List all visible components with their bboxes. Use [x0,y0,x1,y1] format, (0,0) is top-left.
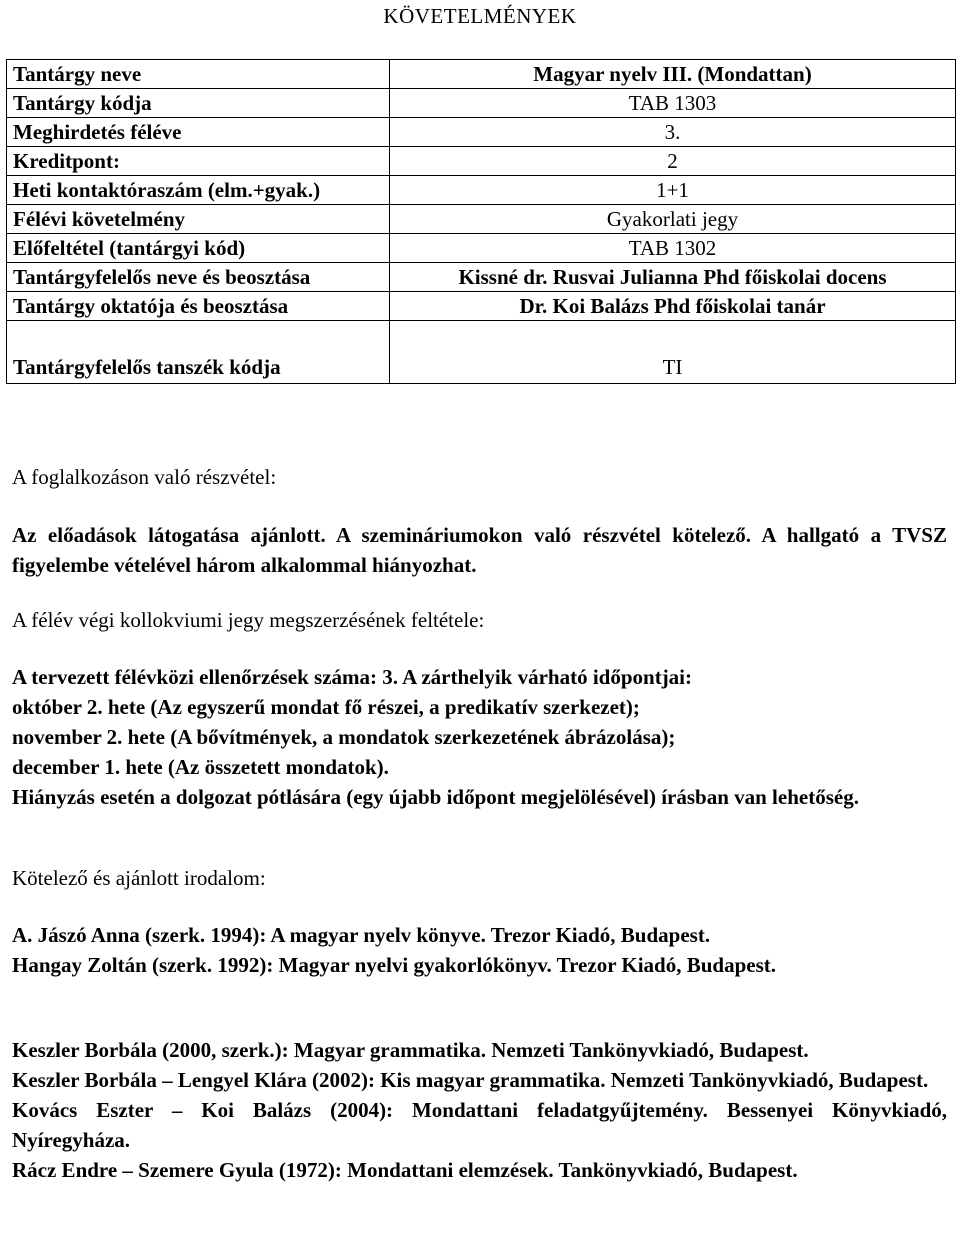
grade-heading: A félév végi kollokviumi jegy megszerzésének feltétele: [12,608,485,632]
grade-section [12,662,947,812]
row-label: Tantárgyfelelős neve és beosztása [7,263,390,292]
row-label: Tantárgyfelelős tanszék kódja [7,321,390,384]
document-title: KÖVETELMÉNYEK [383,4,577,28]
absence-note: Hiányzás esetén a dolgozat pótlására (egy újabb időpont megjelölésével) írásban van lehetőség. [12,785,859,809]
row-label: Meghirdetés féléve [7,118,390,147]
attendance-text: Az előadások látogatása ajánlott. A szemináriumokon való részvétel kötelező. A hallgató a TVSZ figyelembe vételével három alkalommal hiányozhat. [12,523,947,577]
literature-item: A. Jászó Anna (szerk. 1994): A magyar nyelv könyve. Trezor Kiadó, Budapest. [12,923,711,947]
row-value: Kissné dr. Rusvai Julianna Phd főiskolai docens [390,263,956,292]
row-value: TI [390,321,956,384]
row-label: Kreditpont: [7,147,390,176]
row-value: Dr. Koi Balázs Phd főiskolai tanár [390,292,956,321]
table-row [7,263,956,292]
literature-item: Hangay Zoltán (szerk. 1992): Magyar nyelvi gyakorlókönyv. Trezor Kiadó, Budapest. [12,953,777,977]
row-label: Előfeltétel (tantárgyi kód) [7,234,390,263]
row-label: Tantárgy neve [7,60,390,89]
row-value: 2 [390,147,956,176]
literature-group-1 [12,920,947,980]
literature-heading: Kötelező és ajánlott irodalom: [12,866,266,890]
row-label: Tantárgy oktatója és beosztása [7,292,390,321]
literature-item: Keszler Borbála (2000, szerk.): Magyar grammatika. Nemzeti Tankönyvkiadó, Budapest. [12,1038,809,1062]
literature-item: Rácz Endre – Szemere Gyula (1972): Mondattani elemzések. Tankönyvkiadó, Budapest. [12,1158,798,1182]
table-row [7,89,956,118]
row-value: TAB 1302 [390,234,956,263]
row-value: 3. [390,118,956,147]
row-value: Magyar nyelv III. (Mondattan) [390,60,956,89]
grade-line: október 2. hete (Az egyszerű mondat fő részei, a predikatív szerkezet); [12,695,640,719]
table-row [7,118,956,147]
table-row [7,60,956,89]
row-label: Félévi követelmény [7,205,390,234]
table-row [7,147,956,176]
table-row [7,234,956,263]
table-row [7,321,956,384]
row-value: Gyakorlati jegy [390,205,956,234]
literature-group-2 [12,1035,947,1185]
literature-item: Kovács Eszter – Koi Balázs (2004): Mondattani feladatgyűjtemény. Bessenyei Könyvkiadó, Nyíregyháza. [12,1098,947,1152]
grade-line: december 1. hete (Az összetett mondatok). [12,755,389,779]
grade-line: november 2. hete (A bővítmények, a mondatok szerkezetének ábrázolása); [12,725,676,749]
row-value: 1+1 [390,176,956,205]
row-label: Heti kontaktóraszám (elm.+gyak.) [7,176,390,205]
literature-item: Keszler Borbála – Lengyel Klára (2002): Kis magyar grammatika. Nemzeti Tankönyvkiadó, Budapest. [12,1068,929,1092]
grade-line: A tervezett félévközi ellenőrzések száma: 3. A zárthelyik várható időpontjai: [12,665,693,689]
course-info-table [6,59,956,384]
table-row [7,205,956,234]
row-label: Tantárgy kódja [7,89,390,118]
table-row [7,292,956,321]
attendance-heading: A foglalkozáson való részvétel: [12,465,277,489]
table-row [7,176,956,205]
row-value: TAB 1303 [390,89,956,118]
